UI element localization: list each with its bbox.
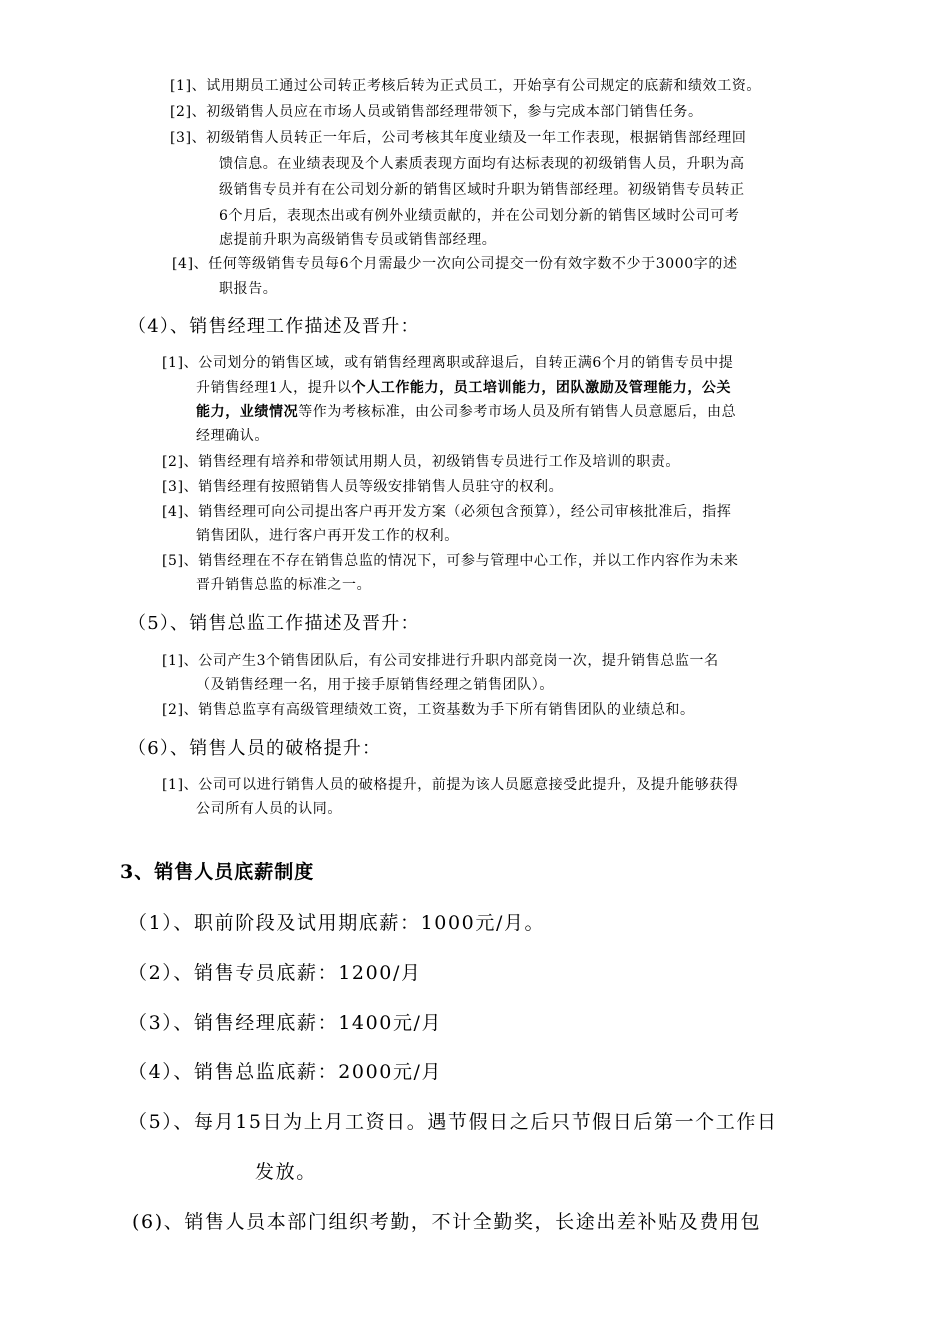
item-manager-director-line1: [5]、销售经理在不存在销售总监的情况下，可参与管理中心工作，并以工作内容作为未来 <box>162 553 739 569</box>
item-manager-criteria-text: 等作为考核标准，由公司参考市场人员及所有销售人员意愿后，由总 <box>298 404 737 420</box>
item-manager-promotion-line2 <box>196 376 731 401</box>
item-manager-plan-line2: 销售团队，进行客户再开发工作的权利。 <box>196 528 459 544</box>
item-junior-promotion-line3: 级销售专员并有在公司划分新的销售区域时升职为销售部经理。初级销售专员转正 <box>219 182 745 198</box>
item-manager-promotion-line4: 经理确认。 <box>196 428 269 444</box>
item-junior-promotion-line4: 6个月后，表现杰出或有例外业绩贡献的，并在公司划分新的销售区域时公司可考 <box>219 208 740 224</box>
salary-director: （4）、销售总监底薪：2000元/月 <box>128 1061 443 1083</box>
salary-specialist: （2）、销售专员底薪：1200/月 <box>128 962 422 984</box>
item-exceptional-line1: [1]、公司可以进行销售人员的破格提升，前提为该人员愿意接受此提升，及提升能够获得 <box>162 777 739 793</box>
item-manager-director-line2: 晋升销售总监的标准之一。 <box>196 577 372 593</box>
item-manager-arrangement-right: [3]、销售经理有按照销售人员等级安排销售人员驻守的权利。 <box>162 479 564 495</box>
item-director-salary: [2]、销售总监享有高级管理绩效工资，工资基数为手下所有销售团队的业绩总和。 <box>162 702 695 718</box>
item-trial-to-regular: [1]、试用期员工通过公司转正考核后转为正式员工，开始享有公司规定的底薪和绩效工资。 <box>170 78 762 94</box>
section-heading-sales-director: （5）、销售总监工作描述及晋升： <box>128 613 420 634</box>
item-exceptional-line2: 公司所有人员的认同。 <box>196 801 342 817</box>
item-manager-training-duty: [2]、销售经理有培养和带领试用期人员，初级销售专员进行工作及培训的职责。 <box>162 454 681 470</box>
salary-payday-line2: 发放。 <box>255 1161 317 1183</box>
section-heading-sales-manager: （4）、销售经理工作描述及晋升： <box>128 316 420 337</box>
item-director-promotion-line2: （及销售经理一名，用于接手原销售经理之销售团队）。 <box>196 677 554 693</box>
salary-payday-line1: （5）、每月15日为上月工资日。遇节假日之后只节假日后第一个工作日 <box>128 1111 778 1133</box>
item-manager-plan-line1: [4]、销售经理可向公司提出客户再开发方案（必须包含预算），经公司审核批准后，指挥 <box>162 504 732 520</box>
item-junior-sales-task: [2]、初级销售人员应在市场人员或销售部经理带领下，参与完成本部门销售任务。 <box>170 104 703 120</box>
item-manager-criteria-bold: 个人工作能力，员工培训能力，团队激励及管理能力，公关 <box>351 380 732 396</box>
item-report-line2: 职报告。 <box>219 281 278 297</box>
item-junior-promotion-line2: 馈信息。在业绩表现及个人素质表现方面均有达标表现的初级销售人员，升职为高 <box>219 156 745 172</box>
item-junior-promotion-line1: [3]、初级销售人员转正一年后，公司考核其年度业绩及一年工作表现，根据销售部经理回 <box>170 130 747 146</box>
item-manager-promotion-line3 <box>196 400 736 425</box>
item-report-line1: [4]、任何等级销售专员每6个月需最少一次向公司提交一份有效字数不少于3000字的述 <box>172 256 738 272</box>
section-title-base-salary: 3、销售人员底薪制度 <box>120 861 315 883</box>
salary-manager: （3）、销售经理底薪：1400元/月 <box>128 1012 443 1034</box>
item-manager-promotion-text: 升销售经理1人，提升以 <box>196 380 352 396</box>
salary-trial: （1）、职前阶段及试用期底薪：1000元/月。 <box>128 912 546 934</box>
item-manager-promotion-line1: [1]、公司划分的销售区域，或有销售经理离职或辞退后，自转正满6个月的销售专员中提 <box>162 355 734 371</box>
section-heading-exceptional-promotion: （6）、销售人员的破格提升： <box>128 738 382 759</box>
item-manager-criteria-bold-2: 能力，业绩情况 <box>196 404 299 420</box>
item-junior-promotion-line5: 虑提前升职为高级销售专员或销售部经理。 <box>219 232 497 248</box>
item-director-promotion-line1: [1]、公司产生3个销售团队后，有公司安排进行升职内部竞岗一次，提升销售总监一名 <box>162 653 719 669</box>
salary-attendance: (6)、销售人员本部门组织考勤，不计全勤奖，长途出差补贴及费用包 <box>132 1211 762 1233</box>
